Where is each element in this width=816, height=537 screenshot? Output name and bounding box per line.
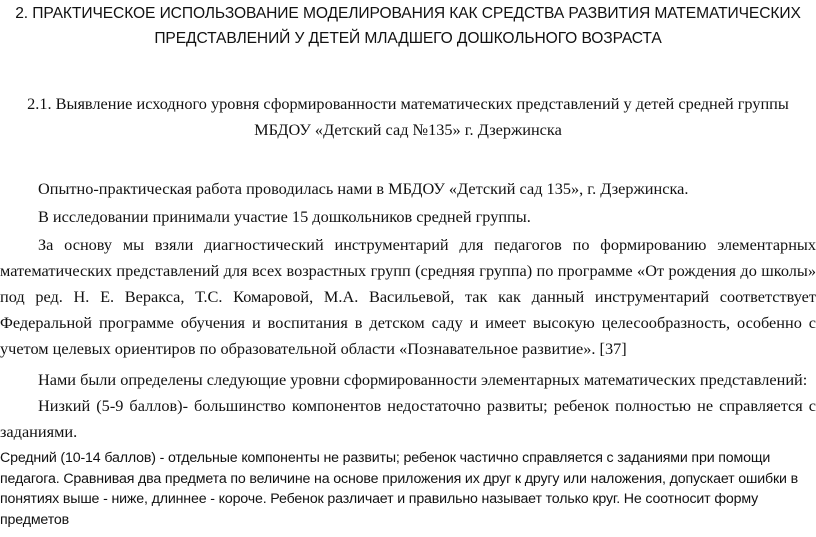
paragraph-participants: В исследовании принимали участие 15 дошкольников средней группы. bbox=[38, 207, 531, 226]
paragraph-level-medium: Средний (10-14 баллов) - отдельные компоненты не развиты; ребенок частично справляется с заданиями при помощи педагога. Сравнивая два предмета по величине на основе приложения их друг к другу или наложения, допускает ошибки в понятиях выше - ниже, длиннее - короче. Ребенок различает и правильно называет только круг. Не соотносит форму предметов bbox=[0, 450, 798, 528]
paragraph-level-low: Низкий (5-9 баллов)- большинство компонентов недостаточно развиты; ребенок полностью не справляется с заданиями. bbox=[0, 396, 816, 441]
section-title: 2.1. Выявление исходного уровня сформированности математических представлений у детей средней группы МБДОУ «Детский сад №135» г. Дзержинска bbox=[27, 94, 789, 139]
paragraph-work-location: Опытно-практическая работа проводилась нами в МБДОУ «Детский сад 135», г. Дзержинска. bbox=[38, 179, 689, 198]
paragraph-levels-intro: Нами были определены следующие уровни сформированности элементарных математических представлений: bbox=[38, 370, 808, 389]
chapter-title: 2. ПРАКТИЧЕСКОЕ ИСПОЛЬЗОВАНИЕ МОДЕЛИРОВАНИЯ КАК СРЕДСТВА РАЗВИТИЯ МАТЕМАТИЧЕСКИХ ПРЕДСТАВЛЕНИЙ У ДЕТЕЙ МЛАДШЕГО ДОШКОЛЬНОГО ВОЗРАСТА bbox=[15, 5, 801, 47]
paragraph-methodology: За основу мы взяли диагностический инструментарий для педагогов по формированию элементарных математических представлений для всех возрастных групп (средняя группа) по программе «От рождения до школы» под ред. Н. Е. Веракса, Т.С. Комаровой, М.А. Васильевой, так как данный инструментарий соответствует Федеральной программе обучения и воспитания в детском саду и имеет высокую целесообразность, особенно с учетом целевых ориентиров по образовательной области «Познавательное развитие». [37] bbox=[0, 235, 816, 358]
